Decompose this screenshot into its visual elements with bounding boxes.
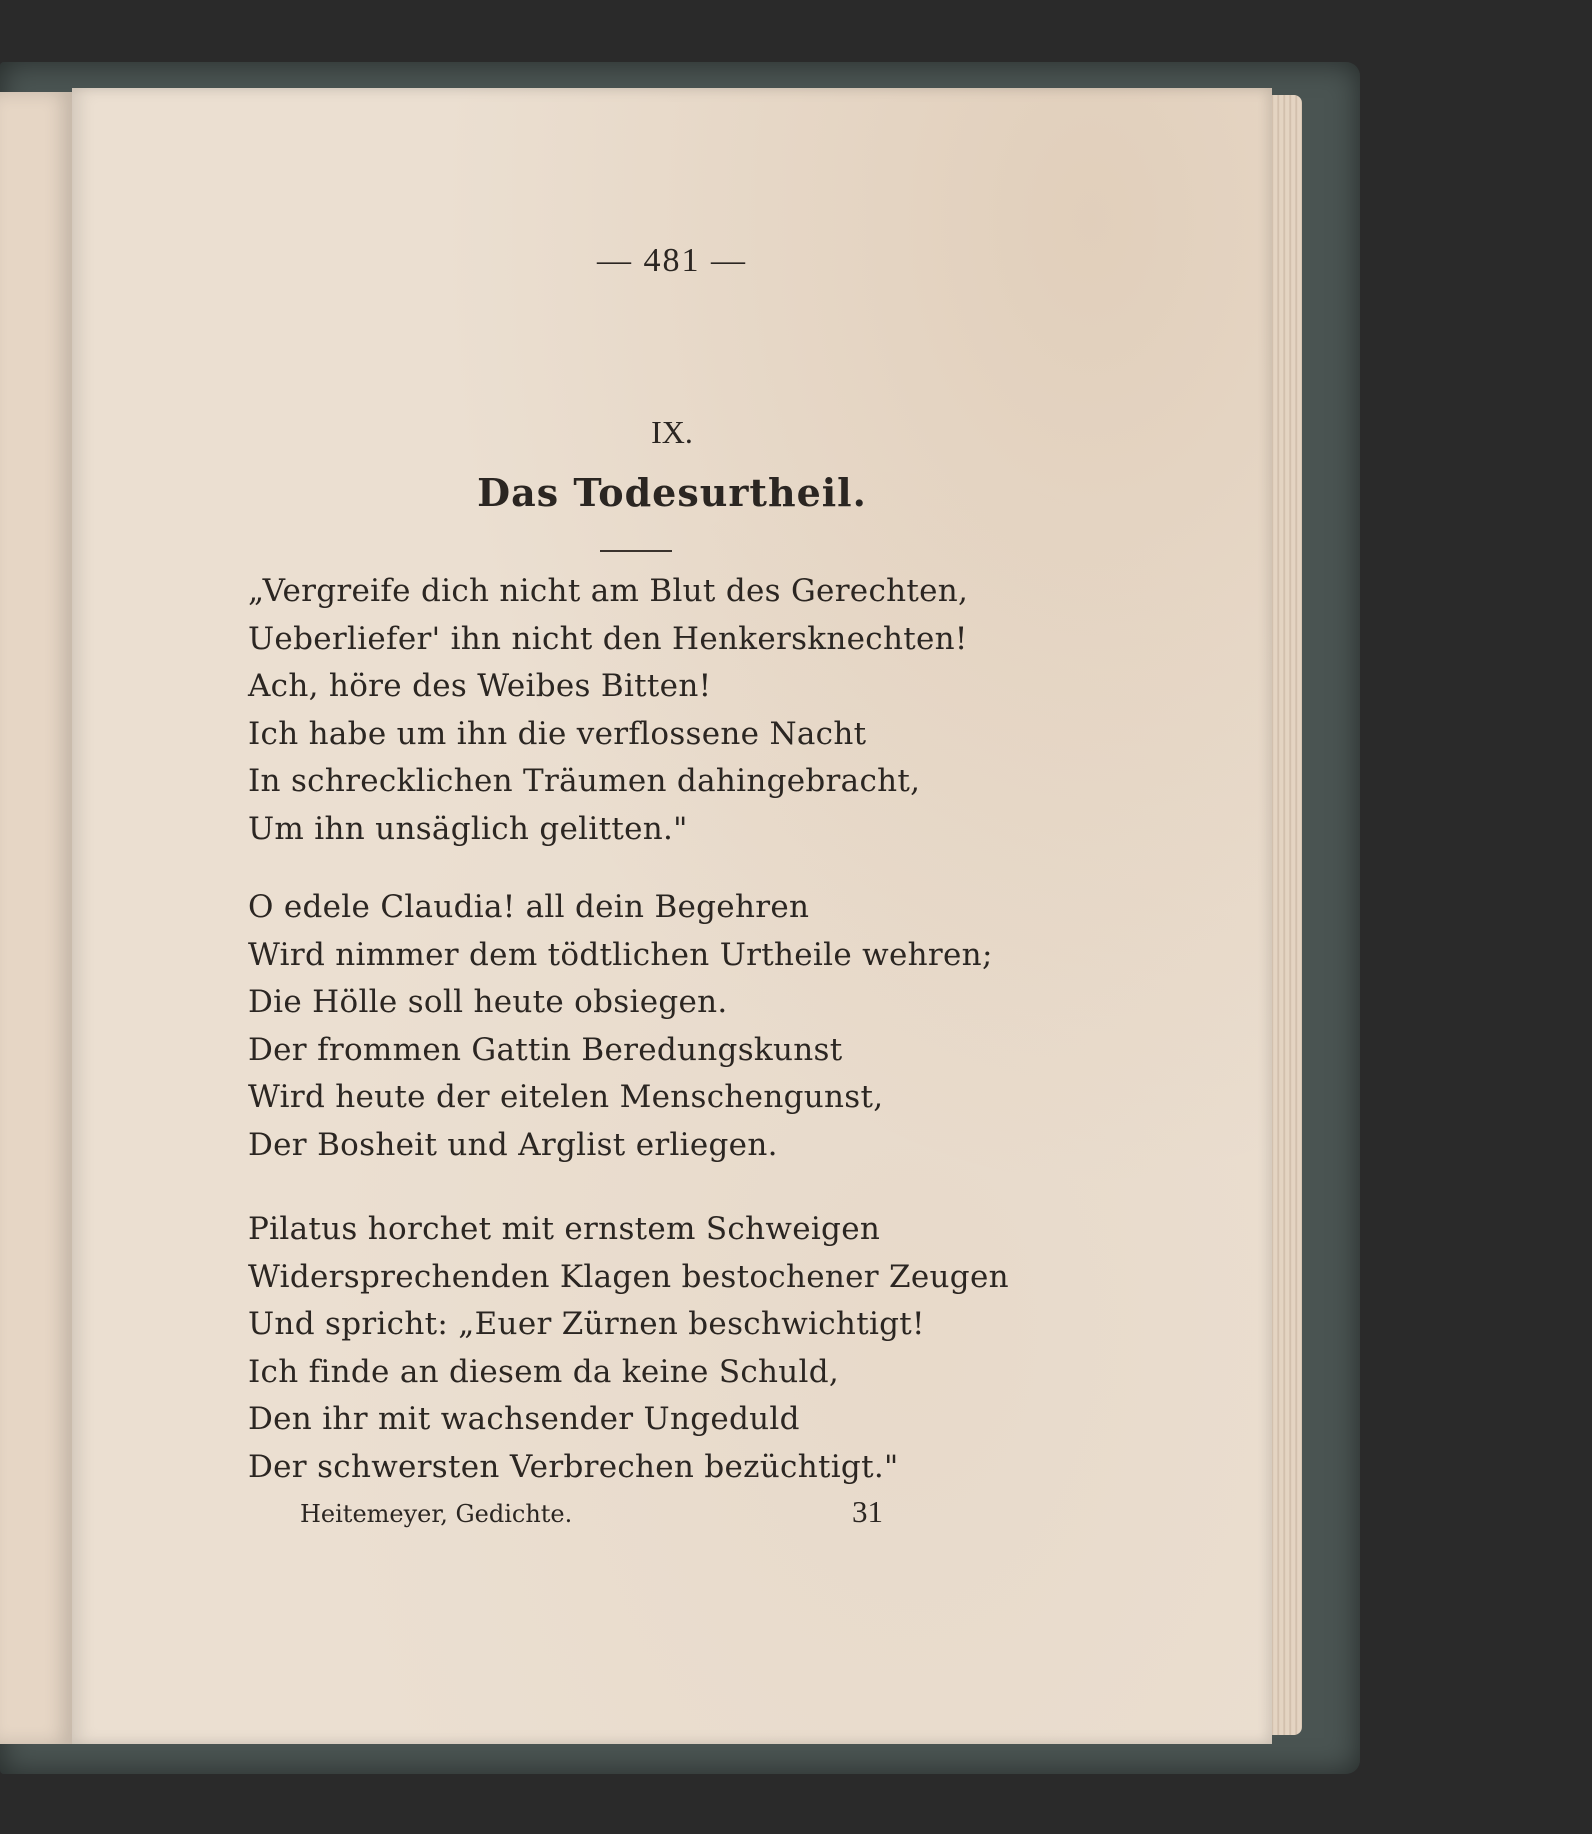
poem-line: Der Bosheit und Arglist erliegen. (248, 1126, 778, 1163)
poem-line: In schrecklichen Träumen dahingebracht, (248, 763, 921, 799)
book-page (72, 88, 1272, 1744)
poem-line: Den ihr mit wachsender Ungeduld (248, 1401, 800, 1437)
section-number: IX. (651, 414, 693, 450)
poem-line: O edele Claudia! all dein Begehren (248, 889, 810, 925)
title-rule (600, 550, 672, 552)
poem-line: Pilatus horchet mit ernstem Schweigen (248, 1211, 881, 1247)
poem-line: „Vergreife dich nicht am Blut des Gerechten, (248, 573, 969, 609)
poem-line: Ach, höre des Weibes Bitten! (248, 668, 712, 704)
poem-line: Um ihn unsäglich gelitten." (248, 810, 688, 847)
stanza-1 (248, 568, 968, 853)
poem-title: Das Todesurtheil. (477, 470, 867, 515)
poem-line: Widersprechenden Klagen bestochener Zeugen (248, 1258, 1009, 1295)
left-page-edge (0, 92, 74, 1744)
poem-line: Wird nimmer dem tödtlichen Urtheile wehren; (248, 936, 993, 973)
stanza-3 (248, 1206, 1009, 1491)
page-number: — 481 — (597, 242, 747, 279)
poem-line: Die Hölle soll heute obsiegen. (248, 984, 728, 1020)
poem-line: Und spricht: „Euer Zürnen beschwichtigt! (248, 1306, 925, 1342)
footer-sheet-number: 31 (852, 1494, 883, 1529)
poem-line: Ich finde an diesem da keine Schuld, (248, 1353, 840, 1390)
stanza-2 (248, 884, 993, 1169)
poem-line: Wird heute der eitelen Menschengunst, (248, 1079, 884, 1115)
footer-signature: Heitemeyer, Gedichte. (300, 1500, 573, 1528)
poem-line: Ueberliefer' ihn nicht den Henkersknechten! (248, 620, 968, 657)
poem-line: Ich habe um ihn die verflossene Nacht (248, 715, 867, 752)
poem-line: Der schwersten Verbrechen bezüchtigt." (248, 1448, 899, 1485)
poem-line: Der frommen Gattin Beredungskunst (248, 1031, 843, 1068)
